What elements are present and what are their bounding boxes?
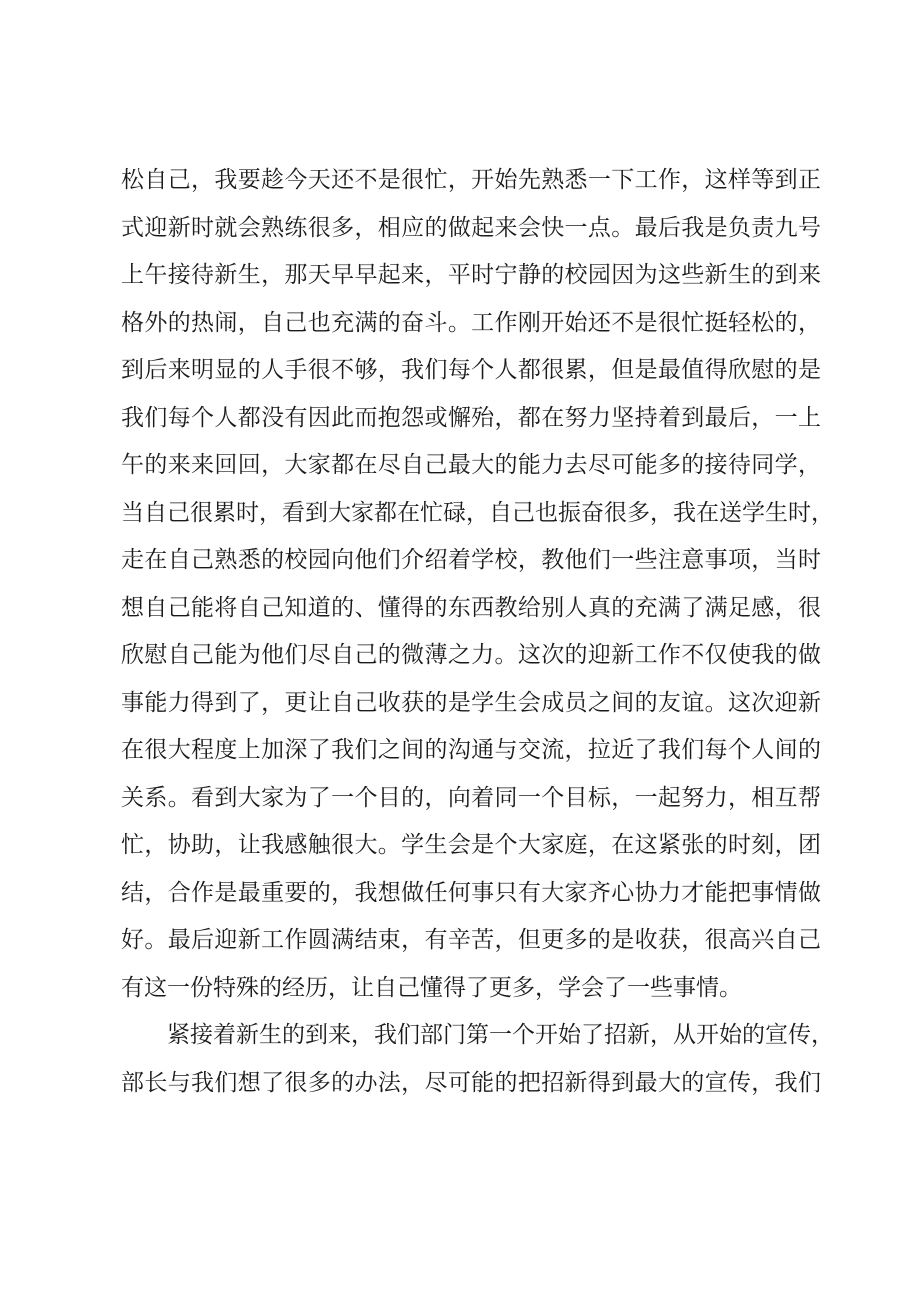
text-line: 想自己能将自己知道的、懂得的东西教给别人真的充满了满足感，很 (121, 594, 821, 621)
text-line: 格外的热闹，自己也充满的奋斗。工作刚开始还不是很忙挺轻松的， (121, 309, 821, 336)
text-line: 有这一份特殊的经历，让自己懂得了更多，学会了一些事情。 (121, 974, 742, 1001)
text-line: 紧接着新生的到来，我们部门第一个开始了招新，从开始的宣传， (167, 1022, 834, 1048)
paragraph-1 (121, 157, 834, 1012)
text-line: 松自己，我要趁今天还不是很忙，开始先熟悉一下工作，这样等到正 (121, 167, 821, 193)
text-line: 式迎新时就会熟练很多，相应的做起来会快一点。最后我是负责九号 (121, 214, 821, 241)
text-line: 忙，协助，让我感触很大。学生会是个大家庭，在这紧张的时刻，团 (121, 832, 821, 858)
text-line: 好。最后迎新工作圆满结束，有辛苦，但更多的是收获，很高兴自己 (121, 927, 821, 953)
text-line: 结，合作是最重要的，我想做任何事只有大家齐心协力才能把事情做 (121, 879, 821, 906)
text-line: 部长与我们想了很多的办法，尽可能的把招新得到最大的宣传，我们 (121, 1069, 821, 1096)
text-line: 在很大程度上加深了我们之间的沟通与交流，拉近了我们每个人间的 (121, 737, 821, 763)
text-line: 事能力得到了，更让自己收获的是学生会成员之间的友谊。这次迎新 (121, 689, 821, 716)
paragraph-2 (121, 1012, 834, 1107)
text-line: 上午接待新生，那天早早起来，平时宁静的校园因为这些新生的到来 (121, 262, 821, 288)
text-line: 当自己很累时，看到大家都在忙碌，自己也振奋很多，我在送学生时， (121, 499, 834, 526)
document-body (121, 157, 834, 1107)
text-line: 关系。看到大家为了一个目的，向着同一个目标，一起努力，相互帮 (121, 784, 821, 811)
text-line: 欣慰自己能为他们尽自己的微薄之力。这次的迎新工作不仅使我的做 (121, 642, 821, 668)
text-line: 午的来来回回，大家都在尽自己最大的能力去尽可能多的接待同学， (121, 452, 821, 478)
text-line: 走在自己熟悉的校园向他们介绍着学校，教他们一些注意事项，当时 (121, 547, 821, 573)
text-line: 我们每个人都没有因此而抱怨或懈殆，都在努力坚持着到最后，一上 (121, 404, 821, 431)
text-line: 到后来明显的人手很不够，我们每个人都很累，但是最值得欣慰的是 (121, 357, 821, 383)
